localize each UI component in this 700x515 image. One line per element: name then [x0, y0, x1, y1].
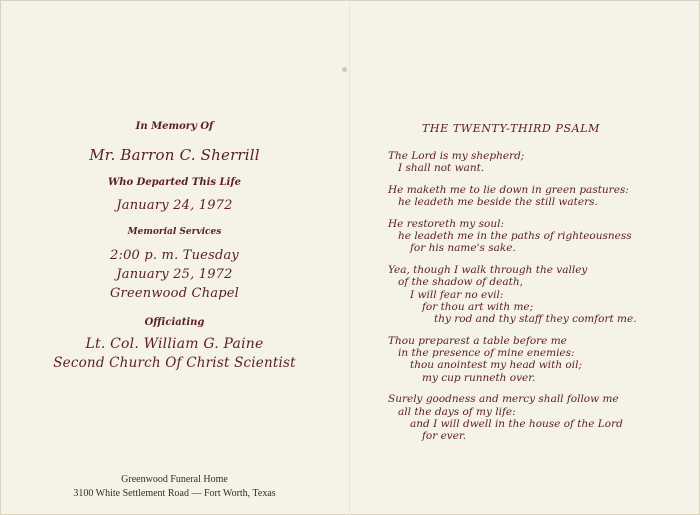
- psalm-stanza: [388, 184, 698, 209]
- psalm-line: I will fear no evil:: [410, 288, 504, 301]
- in-memory-of-label: In Memory Of: [135, 121, 214, 132]
- service-place: Greenwood Chapel: [109, 286, 240, 301]
- psalm-line: thou anointest my head with oil;: [410, 359, 583, 372]
- left-page: [0, 0, 349, 515]
- psalm-line: He restoreth my soul:: [388, 217, 505, 230]
- psalm-line: The Lord is my shepherd;: [388, 150, 525, 162]
- psalm-line: Surely goodness and mercy shall follow me: [388, 393, 619, 406]
- psalm-line: he leadeth me in the paths of righteousness: [398, 229, 632, 242]
- funeral-home-address: 3100 White Settlement Road — Fort Worth, Texas: [73, 488, 276, 499]
- departed-date: January 24, 1972: [116, 198, 233, 213]
- service-time: 2:00 p. m. Tuesday: [110, 248, 239, 263]
- funeral-home-name: Greenwood Funeral Home: [121, 474, 228, 485]
- psalm-stanza: [388, 218, 698, 255]
- psalm-line: thy rod and thy staff they comfort me.: [434, 313, 637, 326]
- psalm-stanza: [388, 335, 698, 385]
- right-page: [350, 0, 700, 515]
- psalm-line: all the days of my life:: [398, 405, 516, 418]
- psalm-stanza: [388, 393, 698, 443]
- psalm-line: and I will dwell in the house of the Lord: [410, 418, 623, 431]
- psalm-line: for ever.: [422, 430, 467, 443]
- deceased-name: Mr. Barron C. Sherrill: [89, 146, 260, 164]
- psalm-line: I shall not want.: [398, 162, 485, 175]
- service-date: January 25, 1972: [116, 267, 233, 282]
- psalm-line: for thou art with me;: [422, 300, 534, 313]
- services-label: Memorial Services: [127, 227, 222, 237]
- psalm-line: he leadeth me beside the still waters.: [398, 196, 598, 209]
- psalm-line: for his name's sake.: [410, 242, 516, 255]
- officiant-church: Second Church Of Christ Scientist: [53, 355, 296, 371]
- psalm-line: He maketh me to lie down in green pastures:: [388, 183, 629, 196]
- psalm-line: my cup runneth over.: [422, 371, 536, 384]
- officiant-name: Lt. Col. William G. Paine: [85, 336, 264, 352]
- departed-label: Who Departed This Life: [108, 177, 241, 188]
- psalm-stanza: [388, 264, 698, 326]
- psalm-line: in the presence of mine enemies:: [398, 347, 575, 360]
- psalm-line: Yea, though I walk through the valley: [388, 263, 588, 276]
- psalm-line: Thou preparest a table before me: [388, 334, 567, 347]
- psalm-text: [388, 150, 698, 452]
- psalm-title: THE TWENTY-THIRD PSALM: [422, 122, 600, 135]
- officiating-label: Officiating: [144, 317, 205, 328]
- psalm-line: of the shadow of death,: [398, 276, 523, 289]
- psalm-stanza: [388, 150, 698, 175]
